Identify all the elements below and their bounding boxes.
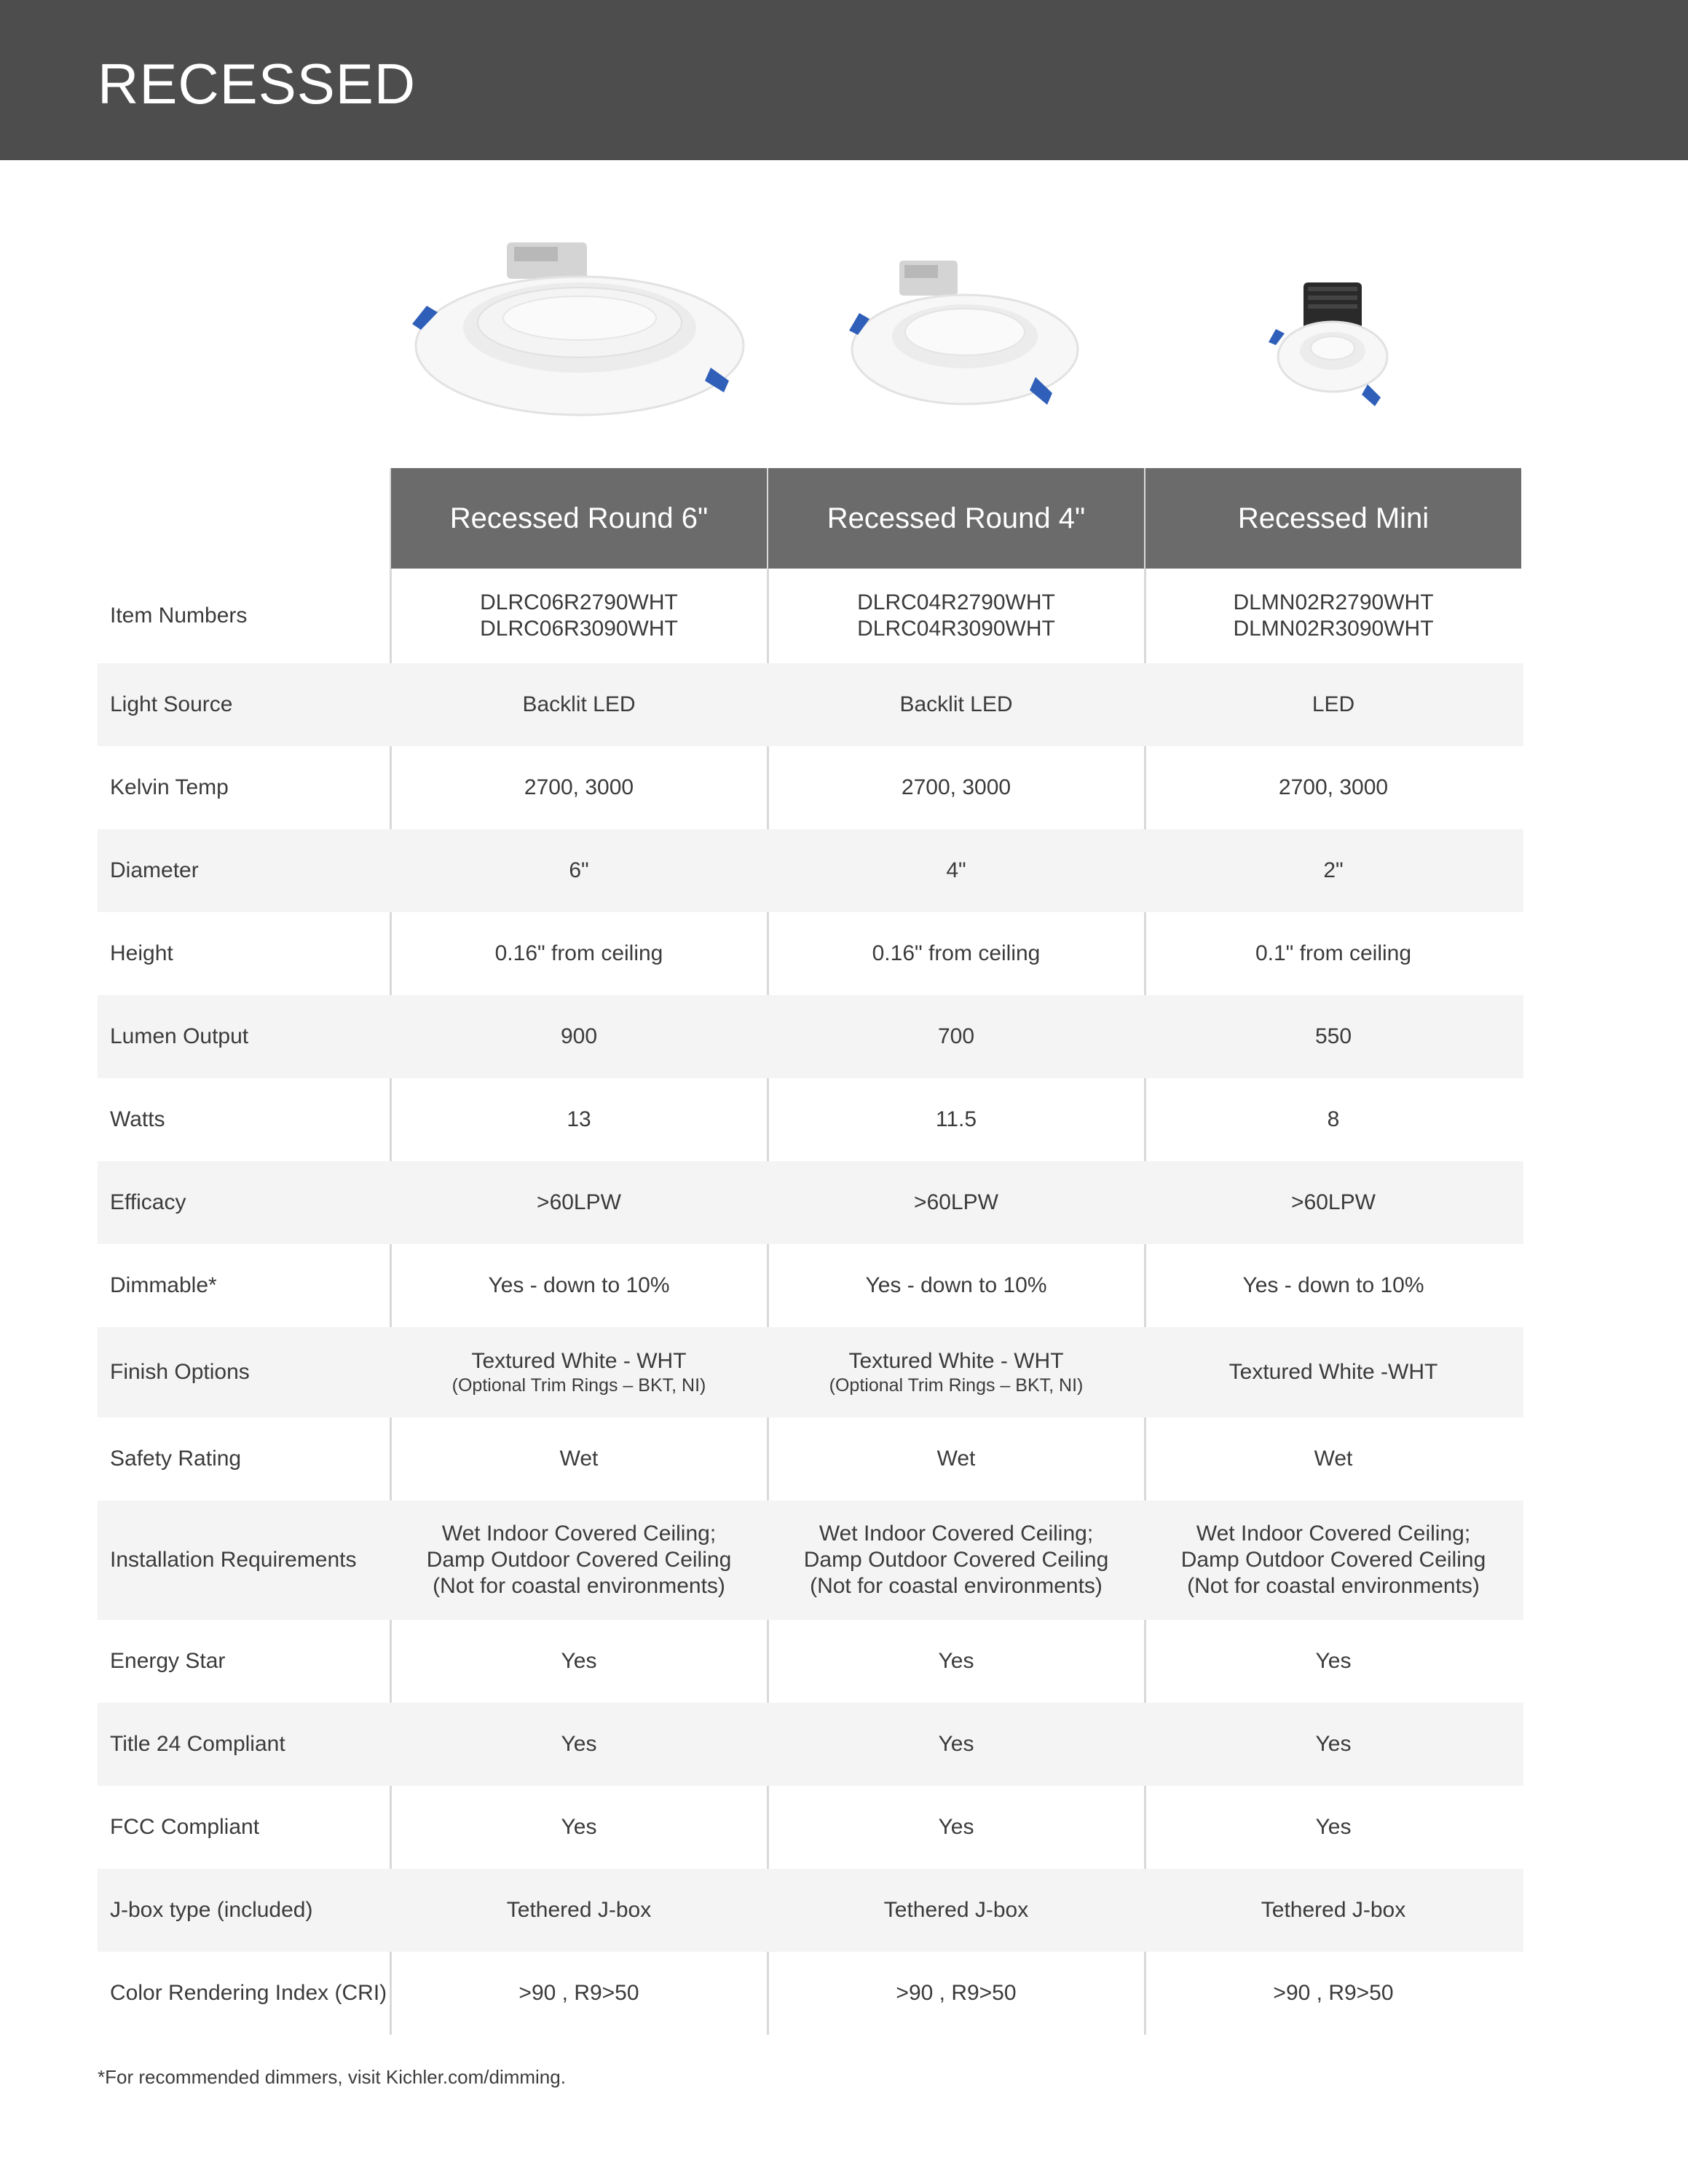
table-cell xyxy=(390,1897,768,1923)
cell-line: DLRC06R2790WHT xyxy=(480,590,678,614)
row-label: FCC Compliant xyxy=(110,1815,260,1839)
table-cell xyxy=(768,858,1145,884)
table-cell xyxy=(768,1731,1145,1757)
table-row xyxy=(98,1161,1523,1244)
cell-line: (Optional Trim Rings – BKT, NI) xyxy=(829,1375,1084,1396)
cell-line: Yes xyxy=(1315,1732,1352,1756)
row-label: Efficacy xyxy=(110,1190,186,1214)
footnote: *For recommended dimmers, visit Kichler.com/dimming. xyxy=(98,2066,566,2088)
table-cell xyxy=(1145,590,1522,642)
cell-line: Yes xyxy=(561,1732,597,1756)
cell-line: 900 xyxy=(560,1024,598,1048)
table-cell xyxy=(1145,1897,1522,1923)
table-cell xyxy=(768,775,1145,801)
cell-line: Yes xyxy=(1315,1815,1352,1839)
cell-line: DLMN02R3090WHT xyxy=(1233,617,1434,641)
cell-line: 2700, 3000 xyxy=(524,775,634,799)
cell-line: Damp Outdoor Covered Ceiling xyxy=(1180,1548,1486,1572)
table-cell xyxy=(390,1980,768,2006)
table-cell xyxy=(768,590,1145,642)
table-cell xyxy=(1145,692,1522,718)
cell-line: 550 xyxy=(1314,1024,1352,1048)
cell-line: Tethered J-box xyxy=(883,1898,1029,1922)
cell-line: 0.16" from ceiling xyxy=(494,941,663,965)
cell-line: 4" xyxy=(946,858,966,882)
table-cell xyxy=(390,1814,768,1840)
table-cell xyxy=(1145,1648,1522,1674)
table-row xyxy=(98,1620,1523,1703)
recessed-round-4-photo xyxy=(845,255,1085,422)
cell-line: (Not for coastal environments) xyxy=(810,1574,1103,1598)
table-cell xyxy=(390,1348,768,1396)
cell-line: DLMN02R2790WHT xyxy=(1233,590,1434,614)
table-row xyxy=(98,1327,1523,1417)
table-cell xyxy=(768,1348,1145,1396)
cell-line: Yes xyxy=(938,1649,974,1673)
table-cell xyxy=(1145,1024,1522,1050)
row-label: Energy Star xyxy=(110,1649,226,1673)
cell-line: LED xyxy=(1312,692,1355,716)
cell-line: Yes - down to 10% xyxy=(865,1273,1047,1297)
row-label: Watts xyxy=(110,1107,165,1131)
cell-line: (Not for coastal environments) xyxy=(433,1574,725,1598)
cell-line: Yes xyxy=(938,1732,974,1756)
table-row xyxy=(98,569,1523,663)
table-header-row xyxy=(98,468,1523,569)
recessed-round-6-photo xyxy=(405,237,754,419)
table-cell xyxy=(390,1190,768,1216)
table-cell xyxy=(768,1446,1145,1472)
cell-line: 2700, 3000 xyxy=(901,775,1011,799)
cell-line: Textured White -WHT xyxy=(1228,1360,1438,1384)
cell-line: Damp Outdoor Covered Ceiling xyxy=(426,1548,732,1572)
cell-line: Textured White - WHT xyxy=(848,1349,1064,1373)
table-cell xyxy=(768,1897,1145,1923)
row-label: Finish Options xyxy=(110,1360,250,1384)
row-label: Light Source xyxy=(110,692,233,716)
table-cell xyxy=(1145,1446,1522,1472)
table-cell xyxy=(390,1107,768,1133)
table-cell xyxy=(390,1273,768,1299)
table-row xyxy=(98,1786,1523,1869)
table-cell xyxy=(768,692,1145,718)
cell-line: Wet Indoor Covered Ceiling; xyxy=(819,1522,1094,1546)
table-cell xyxy=(768,1521,1145,1599)
cell-line: DLRC04R3090WHT xyxy=(857,617,1055,641)
table-body xyxy=(98,569,1523,2035)
row-label: Dimmable* xyxy=(110,1273,217,1297)
table-cell xyxy=(390,858,768,884)
table-row xyxy=(98,1952,1523,2035)
cell-line: 0.16" from ceiling xyxy=(872,941,1041,965)
page-title: RECESSED xyxy=(98,52,417,116)
cell-line: Wet xyxy=(1314,1447,1353,1471)
table-row xyxy=(98,1500,1523,1620)
table-cell xyxy=(768,1190,1145,1216)
table-cell xyxy=(390,692,768,718)
cell-line: DLRC06R3090WHT xyxy=(480,617,678,641)
table-cell xyxy=(390,1446,768,1472)
table-row xyxy=(98,1417,1523,1500)
row-label: Item Numbers xyxy=(110,604,248,628)
table-cell xyxy=(1145,941,1522,967)
table-cell xyxy=(768,941,1145,967)
cell-line: 700 xyxy=(937,1024,975,1048)
table-cell xyxy=(1145,775,1522,801)
table-cell xyxy=(1145,1814,1522,1840)
cell-line: Yes xyxy=(938,1815,974,1839)
row-label: Safety Rating xyxy=(110,1447,242,1471)
row-label: Color Rendering Index (CRI) xyxy=(110,1981,387,2005)
table-cell xyxy=(390,941,768,967)
cell-line: >60LPW xyxy=(1291,1190,1376,1214)
spec-table xyxy=(98,468,1523,2035)
table-cell xyxy=(1145,1273,1522,1299)
row-label: Installation Requirements xyxy=(110,1548,357,1572)
table-cell xyxy=(390,775,768,801)
cell-line: Backlit LED xyxy=(522,692,636,716)
cell-line: 6" xyxy=(569,858,589,882)
recessed-mini-photo xyxy=(1266,277,1397,415)
cell-line: (Not for coastal environments) xyxy=(1187,1574,1480,1598)
row-label: Title 24 Compliant xyxy=(110,1732,285,1756)
table-cell xyxy=(390,1731,768,1757)
cell-line: >90 , R9>50 xyxy=(896,1981,1017,2005)
cell-line: >60LPW xyxy=(914,1190,998,1214)
cell-line: Yes - down to 10% xyxy=(488,1273,670,1297)
table-cell xyxy=(768,1273,1145,1299)
row-label: J-box type (included) xyxy=(110,1898,313,1922)
cell-line: 2" xyxy=(1323,858,1344,882)
column-header-recessed-round-4: Recessed Round 4" xyxy=(768,468,1144,569)
table-row xyxy=(98,1869,1523,1952)
row-label: Lumen Output xyxy=(110,1024,249,1048)
cell-line: Yes xyxy=(561,1815,597,1839)
table-cell xyxy=(1145,1980,1522,2006)
table-row xyxy=(98,1703,1523,1786)
table-cell xyxy=(1145,1731,1522,1757)
column-header-recessed-round-6: Recessed Round 6" xyxy=(391,468,767,569)
cell-line: >60LPW xyxy=(537,1190,621,1214)
row-label: Height xyxy=(110,941,173,965)
cell-line: DLRC04R2790WHT xyxy=(857,590,1055,614)
table-cell xyxy=(1145,1107,1522,1133)
column-header-recessed-mini: Recessed Mini xyxy=(1145,468,1521,569)
cell-line: Wet Indoor Covered Ceiling; xyxy=(441,1522,717,1546)
table-cell xyxy=(768,1024,1145,1050)
table-cell xyxy=(768,1980,1145,2006)
cell-line: Tethered J-box xyxy=(506,1898,652,1922)
cell-line: Wet xyxy=(559,1447,599,1471)
cell-line: Tethered J-box xyxy=(1261,1898,1406,1922)
cell-line: >90 , R9>50 xyxy=(518,1981,639,2005)
cell-line: Backlit LED xyxy=(899,692,1013,716)
cell-line: Wet xyxy=(936,1447,976,1471)
cell-line: Yes xyxy=(561,1649,597,1673)
table-cell xyxy=(768,1107,1145,1133)
table-cell xyxy=(1145,1190,1522,1216)
table-cell xyxy=(390,590,768,642)
table-cell xyxy=(390,1648,768,1674)
cell-line: Yes xyxy=(1315,1649,1352,1673)
table-row xyxy=(98,746,1523,829)
row-label: Kelvin Temp xyxy=(110,775,229,799)
cell-line: Wet Indoor Covered Ceiling; xyxy=(1196,1522,1471,1546)
row-label: Diameter xyxy=(110,858,199,882)
table-cell xyxy=(390,1024,768,1050)
table-cell xyxy=(390,1521,768,1599)
table-row xyxy=(98,912,1523,995)
table-row xyxy=(98,1078,1523,1161)
table-cell xyxy=(1145,858,1522,884)
table-row xyxy=(98,663,1523,746)
cell-line: 11.5 xyxy=(935,1107,977,1131)
cell-line: Damp Outdoor Covered Ceiling xyxy=(803,1548,1109,1572)
table-row xyxy=(98,995,1523,1078)
cell-line: 13 xyxy=(567,1107,591,1131)
table-cell xyxy=(1145,1521,1522,1599)
cell-line: 8 xyxy=(1327,1107,1340,1131)
page-header xyxy=(0,0,1688,160)
table-cell xyxy=(768,1814,1145,1840)
cell-line: >90 , R9>50 xyxy=(1273,1981,1394,2005)
cell-line: 2700, 3000 xyxy=(1278,775,1389,799)
cell-line: 0.1" from ceiling xyxy=(1255,941,1412,965)
cell-line: Textured White - WHT xyxy=(471,1349,687,1373)
table-row xyxy=(98,829,1523,912)
table-cell xyxy=(1145,1359,1522,1385)
table-row xyxy=(98,1244,1523,1327)
table-cell xyxy=(768,1648,1145,1674)
cell-line: Yes - down to 10% xyxy=(1242,1273,1424,1297)
cell-line: (Optional Trim Rings – BKT, NI) xyxy=(451,1375,706,1396)
